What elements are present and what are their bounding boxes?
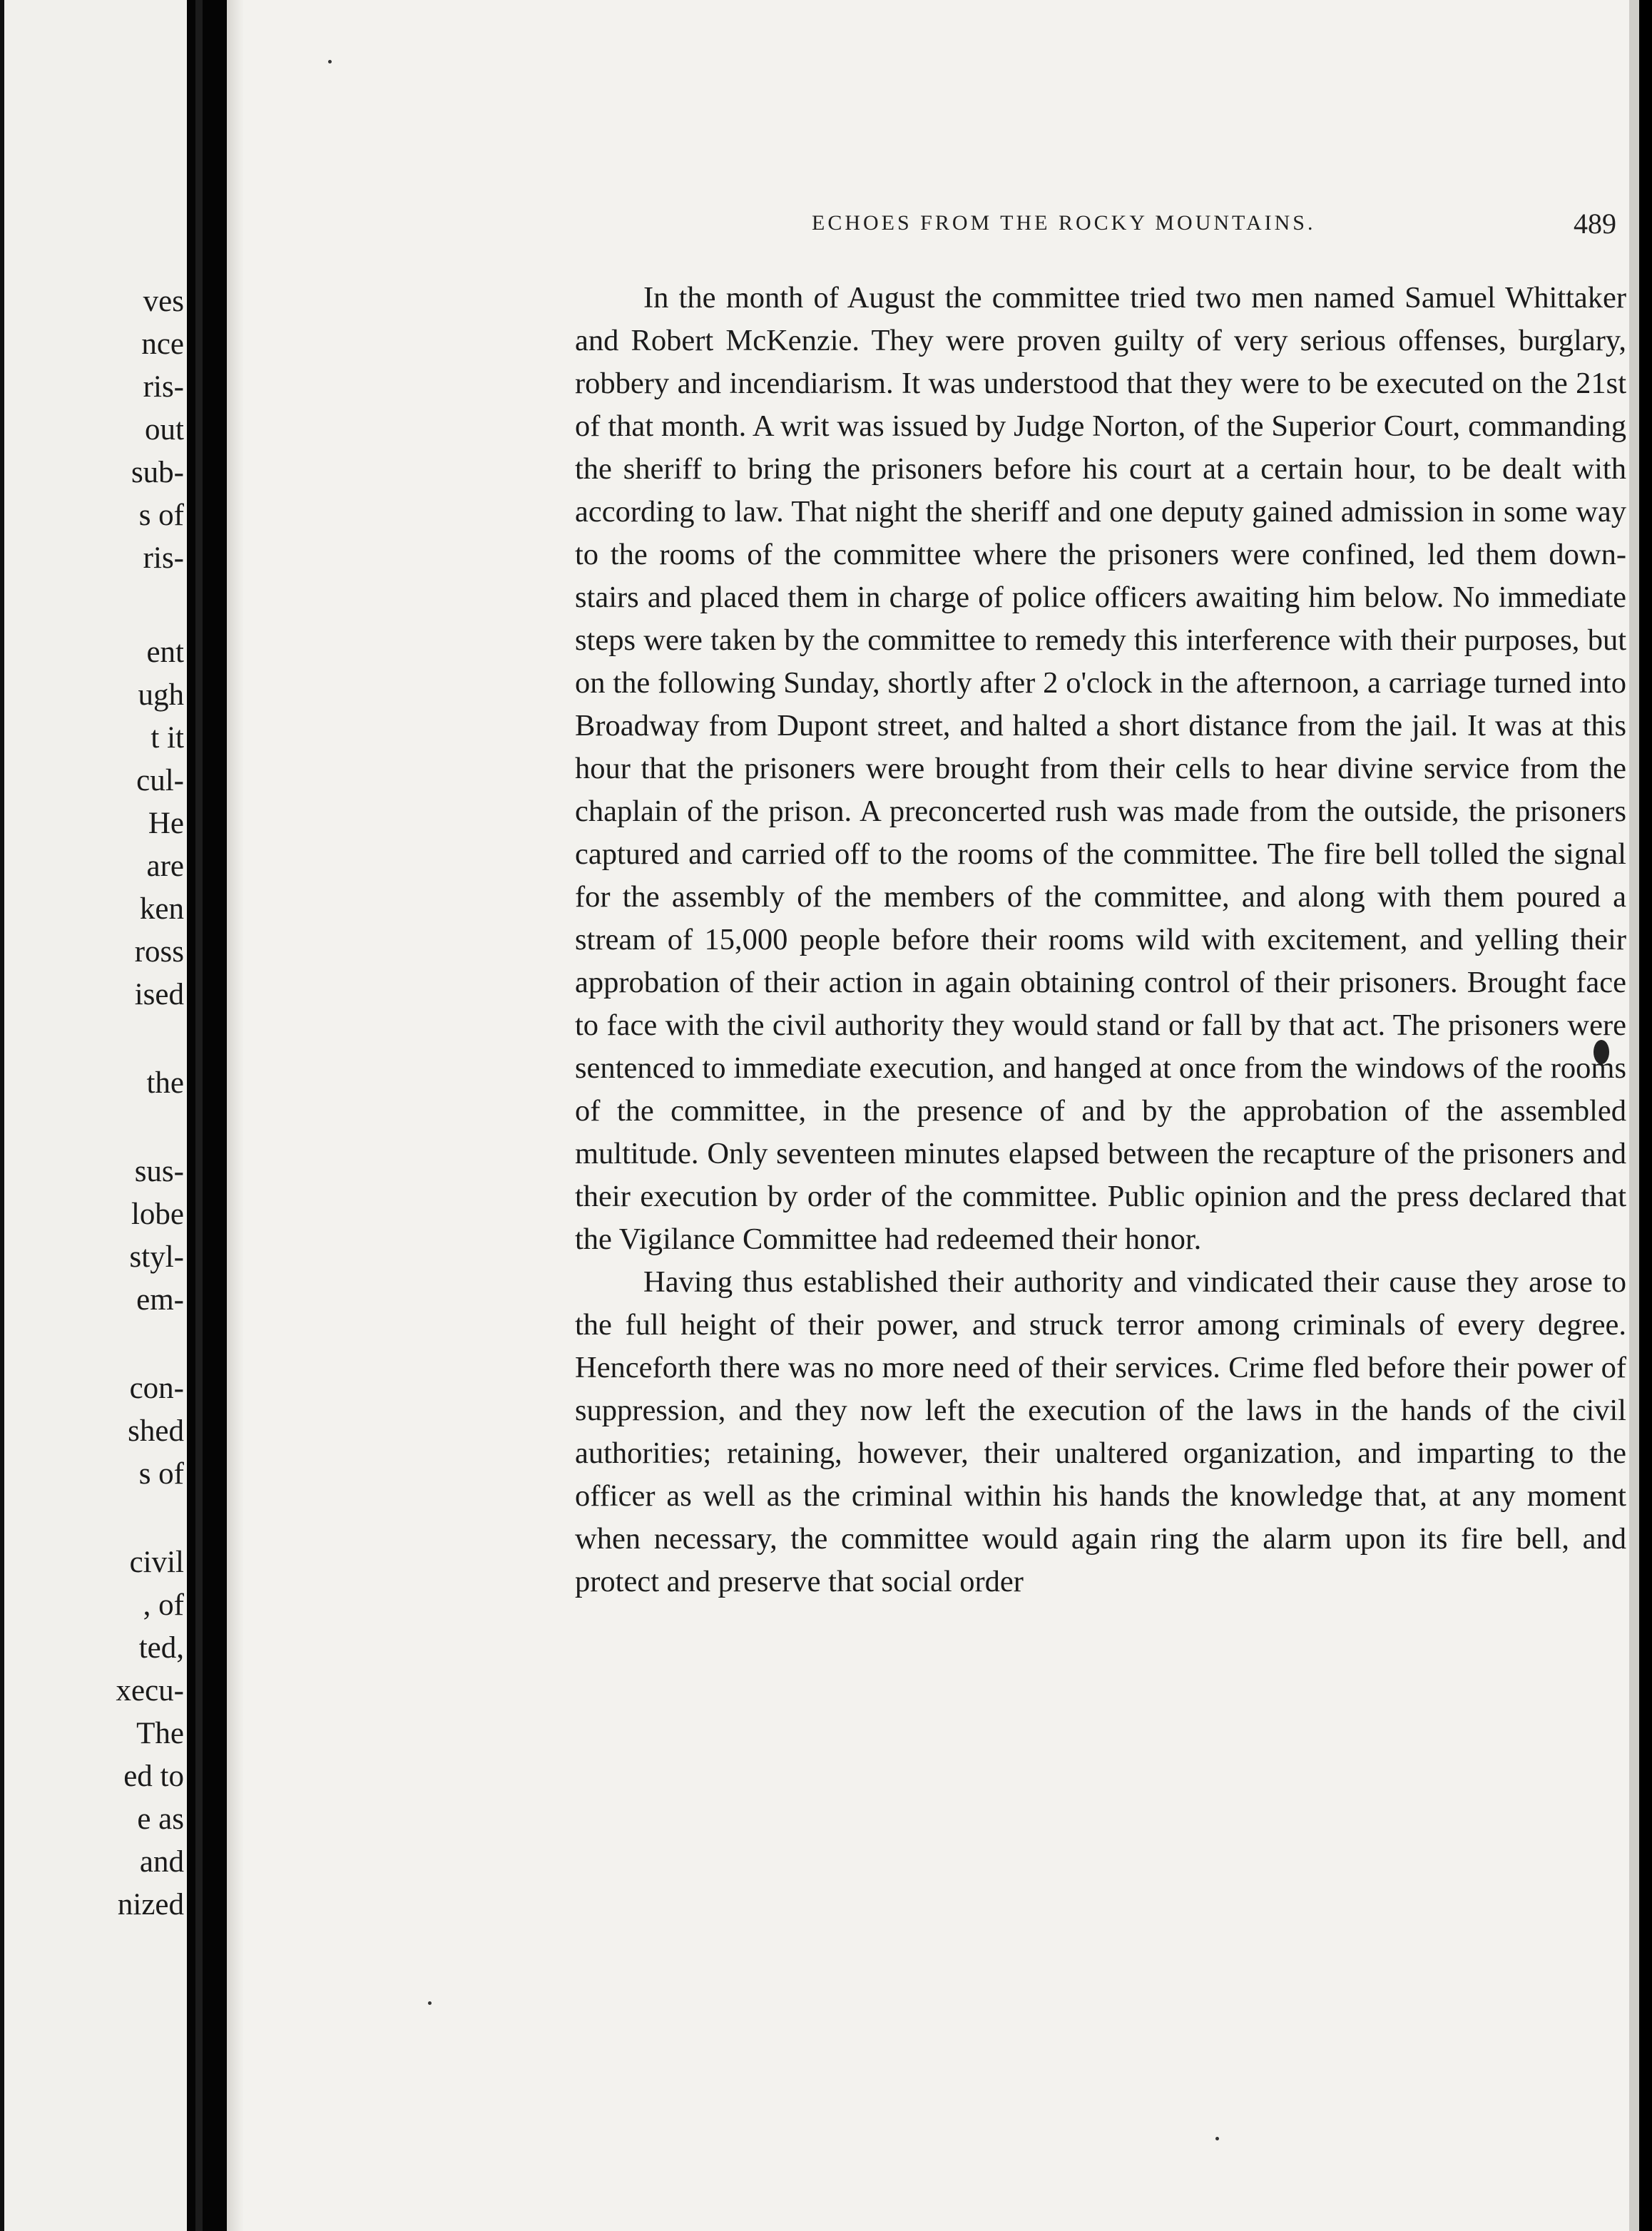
fragment-line: the [146, 1066, 184, 1100]
fragment-line: ted, [138, 1631, 184, 1665]
paragraph: In the month of August the committee tried two men named Samuel Whittaker and Robert McKenzie. They were proven guilty of very serious offenses, burglary, robbery and incendiarism. It was understood that they were to be executed on the 21st of that month. A writ was issued by Judge Norton, of the Superior Court, commanding the sheriff to bring the prisoners before his court at a certain hour, to be dealt with according to law. That night the sheriff and one deputy gained admission in some way to the rooms of the committee where the prisoners were confined, led them down-stairs and placed them in charge of police officers awaiting him below. No immediate steps were taken by the committee to remedy this interference with their purposes, but on the following Sunday, shortly after 2 o'clock in the afternoon, a carriage turned into Broadway from Dupont street, and halted a short distance from the jail. It was at this hour that the prisoners were brought from their cells to hear divine service from the chaplain of the prison. A preconcerted rush was made from the outside, the prisoners captured and carried off to the rooms of the committee. The fire bell tolled the signal for the assembly of the members of the committee, and along with them poured a stream of 15,000 people before their rooms wild with excitement, and yelling their approbation of their action in again obtaining control of their prisoners. Brought face to face with the civil authority they would stand or fall by that act. The prisoners were sentenced to immediate execution, and hanged at once from the windows of the rooms of the committee, in the presence of and by the approbation of the assembled multitude. Only seventeen minutes elapsed between the recapture of the prisoners and their execution by order of the committee. Public opinion and the press declared that the Vigilance Committee had redeemed their honor. [575, 281, 1626, 1256]
page-number: 489 [1574, 208, 1616, 240]
fragment-line: He [148, 807, 184, 840]
ink-speck [328, 60, 332, 63]
fragment-line: ed to [123, 1760, 184, 1793]
body-text [575, 277, 1626, 1603]
fragment-line: ves [143, 285, 184, 318]
fragment-line: nce [141, 327, 184, 361]
fragment-line: ent [146, 635, 184, 669]
fragment-line: ugh [138, 678, 184, 712]
ink-speck [428, 2001, 432, 2005]
fragment-line: con- [129, 1372, 184, 1405]
fragment-line: lobe [131, 1198, 184, 1231]
fragment-line: , of [143, 1588, 184, 1622]
fragment-line: s of [138, 499, 184, 532]
fragment-line: out [145, 413, 184, 446]
fragment-line: ris- [143, 541, 184, 575]
fragment-line: xecu- [116, 1674, 184, 1707]
page-outer-edge [1629, 0, 1639, 2231]
gutter-shadow [227, 0, 244, 2231]
page-edge [0, 0, 4, 2231]
fragment-line: em- [136, 1283, 184, 1317]
fragment-line: sus- [134, 1155, 184, 1188]
fragment-line: ross [134, 935, 184, 969]
fragment-line: ised [134, 978, 184, 1011]
fragment-line: e as [137, 1802, 184, 1836]
running-header [569, 208, 1625, 247]
fragment-line: shed [128, 1414, 184, 1448]
fragment-line: t it [151, 721, 184, 755]
book-gutter [187, 0, 227, 2231]
fragment-line: s of [138, 1457, 184, 1491]
fragment-line: are [146, 849, 184, 883]
facing-page-left [0, 0, 187, 2231]
fragment-line: styl- [129, 1240, 184, 1274]
paragraph: Having thus established their authority and vindicated their cause they arose to the full height of their power, and struck terror among criminals of every degree. Henceforth there was no more need of their services. Crime fled before their power of suppression, and they now left the execution of the laws in the hands of the civil authorities; retaining, however, their unaltered organization, and imparting to the officer as well as the criminal within his hands the knowledge that, at any moment when necessary, the committee would again ring the alarm upon its fire bell, and protect and preserve that social order [575, 1265, 1626, 1598]
page-right [227, 0, 1639, 2231]
fragment-line: cul- [136, 764, 184, 797]
running-title: ECHOES FROM THE ROCKY MOUNTAINS. [812, 211, 1316, 235]
fragment-line: civil [129, 1546, 184, 1579]
fragment-line: nized [117, 1888, 184, 1921]
fragment-line: ris- [143, 370, 184, 404]
fragment-line: sub- [131, 456, 184, 489]
fragment-line: ken [139, 892, 184, 926]
ink-speck [1215, 2137, 1219, 2140]
binding-line [195, 0, 203, 2231]
fragment-line: The [136, 1717, 184, 1750]
fragment-line: and [139, 1845, 184, 1879]
